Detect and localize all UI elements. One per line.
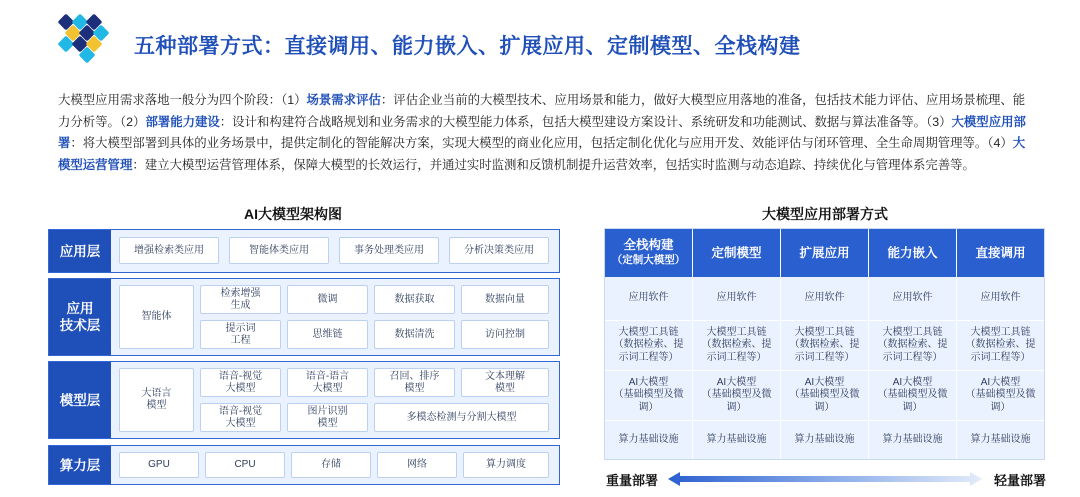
intro-text-2: ：评估企业当前的大模型技术、应用场景和能力，做好大模型应用落地的准备，包括技术能力评估、应用场景梳理、能力分析等。（2） <box>58 93 1026 129</box>
stage-4-highlight: 大模型运营管理 <box>58 136 1026 172</box>
stage-3-highlight: 大模型应用部署 <box>58 114 1026 150</box>
layer-application <box>48 229 560 273</box>
layer-application-tech <box>48 278 560 356</box>
intro-text-5: ：建立大模型运营管理体系，保障大模型的长效运行，并通过实时监测和反馈机制提升运营效率，包括实时监测与动态追踪、持续优化与管理体系完善等。 <box>132 157 975 172</box>
tech-cell: 数据获取 <box>374 285 455 314</box>
deploy-cell: AI大模型 （基础模型及微 调） <box>605 371 693 421</box>
deploy-cell: 算力基础设施 <box>781 421 869 459</box>
deploy-cell: 大模型工具链 （数据检索、提 示词工程等） <box>693 321 781 371</box>
tech-cell: 数据向量 <box>461 285 549 314</box>
deploy-cell: 应用软件 <box>781 277 869 321</box>
light-deploy-label: 轻量部署 <box>994 473 1047 488</box>
deploy-header-extend-app: 扩展应用 <box>781 229 869 277</box>
heavy-deploy-label: 重量部署 <box>606 473 659 488</box>
deploy-cell: 应用软件 <box>869 277 957 321</box>
deploy-cell: 算力基础设施 <box>605 421 693 459</box>
app-cell: 事务处理类应用 <box>339 237 439 264</box>
double-arrow-icon <box>668 472 982 486</box>
deploy-header-label: 全栈构建 <box>623 238 674 252</box>
app-cell: 增强检索类应用 <box>119 237 219 264</box>
deploy-header-custom-model: 定制模型 <box>693 229 781 277</box>
page-title: 五种部署方式：直接调用、能力嵌入、扩展应用、定制模型、全栈构建 <box>134 35 801 58</box>
intro-text-3: ：设计和构建符合战略规划和业务需求的大模型能力体系，包括大模型建设方案设计、系统研发和功能测试、数据与算法准备等。（3） <box>219 114 952 129</box>
deploy-cell: 算力基础设施 <box>970 433 1031 445</box>
layer-label-application: 应用层 <box>49 230 111 272</box>
deploy-cell: 大模型工具链 （数据检索、提 示词工程等） <box>869 321 957 371</box>
deploy-cell: AI大模型 （基础模型及微 调） <box>693 371 781 421</box>
model-cell: 语音-语言 大模型 <box>287 368 368 397</box>
tech-cell: 智能体 <box>119 285 194 349</box>
deploy-cell: 算力基础设施 <box>869 421 957 459</box>
deploy-header-embed: 能力嵌入 <box>869 229 957 277</box>
tech-cell: 检索增强 生成 <box>200 285 281 314</box>
tech-cell: 微调 <box>287 285 368 314</box>
model-cell: 文本理解 模型 <box>461 368 549 397</box>
tech-cell: 访问控制 <box>461 320 549 349</box>
deploy-cell: 应用软件 <box>957 277 1044 321</box>
architecture-title: AI大模型架构图 <box>244 206 342 222</box>
deployment-table <box>604 228 1045 460</box>
diamond-grid-logo-icon <box>58 14 114 64</box>
deploy-header-sub: （定制大模型） <box>611 254 686 266</box>
stage-1-highlight: 场景需求评估 <box>306 93 381 107</box>
layer-label-compute: 算力层 <box>49 446 111 484</box>
model-cell: 语音-视觉 大模型 <box>200 403 281 432</box>
layer-label-model: 模型层 <box>49 362 111 438</box>
model-cell: 图片识别 模型 <box>287 403 368 432</box>
deploy-cell: 应用软件 <box>605 277 693 321</box>
compute-cell: 网络 <box>377 452 457 478</box>
deploy-header-full-stack <box>605 229 693 277</box>
compute-cell: CPU <box>205 452 285 478</box>
tech-cell: 思维链 <box>287 320 368 349</box>
deploy-cell: AI大模型 （基础模型及微 调） <box>781 371 869 421</box>
model-cell: 召回、排序 模型 <box>374 368 455 397</box>
deploy-header-direct-call: 直接调用 <box>957 229 1044 277</box>
app-cell: 智能体类应用 <box>229 237 329 264</box>
model-cell: 语音-视觉 大模型 <box>200 368 281 397</box>
model-cell: 大语言 模型 <box>119 368 194 432</box>
intro-text-1: 大模型应用需求落地一般分为四个阶段：（1） <box>58 93 307 107</box>
deploy-cell: AI大模型 （基础模型及微 调） <box>957 371 1044 421</box>
deploy-cell: 应用软件 <box>693 277 781 321</box>
intro-text-4: ：将大模型部署到具体的业务场景中，提供定制化的智能解决方案，实现大模型的商业化应用，包括定制化优化与应用开发、效能评估与闭环管理、全生命周期管理等。（4） <box>70 136 1013 150</box>
deploy-cell: 大模型工具链 （数据检索、提 示词工程等） <box>781 321 869 371</box>
tech-cell: 提示词 工程 <box>200 320 281 349</box>
layer-compute <box>48 445 560 485</box>
deploy-cell: 大模型工具链 （数据检索、提 示词工程等） <box>957 321 1044 371</box>
app-cell: 分析决策类应用 <box>449 237 549 264</box>
compute-cell: 算力调度 <box>463 452 549 478</box>
deploy-cell: AI大模型 （基础模型及微 调） <box>869 371 957 421</box>
layer-label-application-tech: 应用 技术层 <box>49 279 111 355</box>
compute-cell: 存储 <box>291 452 371 478</box>
stage-2-highlight: 部署能力建设 <box>145 114 220 129</box>
deployment-title: 大模型应用部署方式 <box>762 206 888 222</box>
tech-cell: 数据清洗 <box>374 320 455 349</box>
layer-model <box>48 361 560 439</box>
model-cell: 多模态检测与分割大模型 <box>374 403 549 432</box>
intro-paragraph <box>58 90 1034 176</box>
deploy-cell: 大模型工具链 （数据检索、提 示词工程等） <box>605 321 693 371</box>
deploy-cell: 算力基础设施 <box>693 421 781 459</box>
compute-cell: GPU <box>119 452 199 478</box>
